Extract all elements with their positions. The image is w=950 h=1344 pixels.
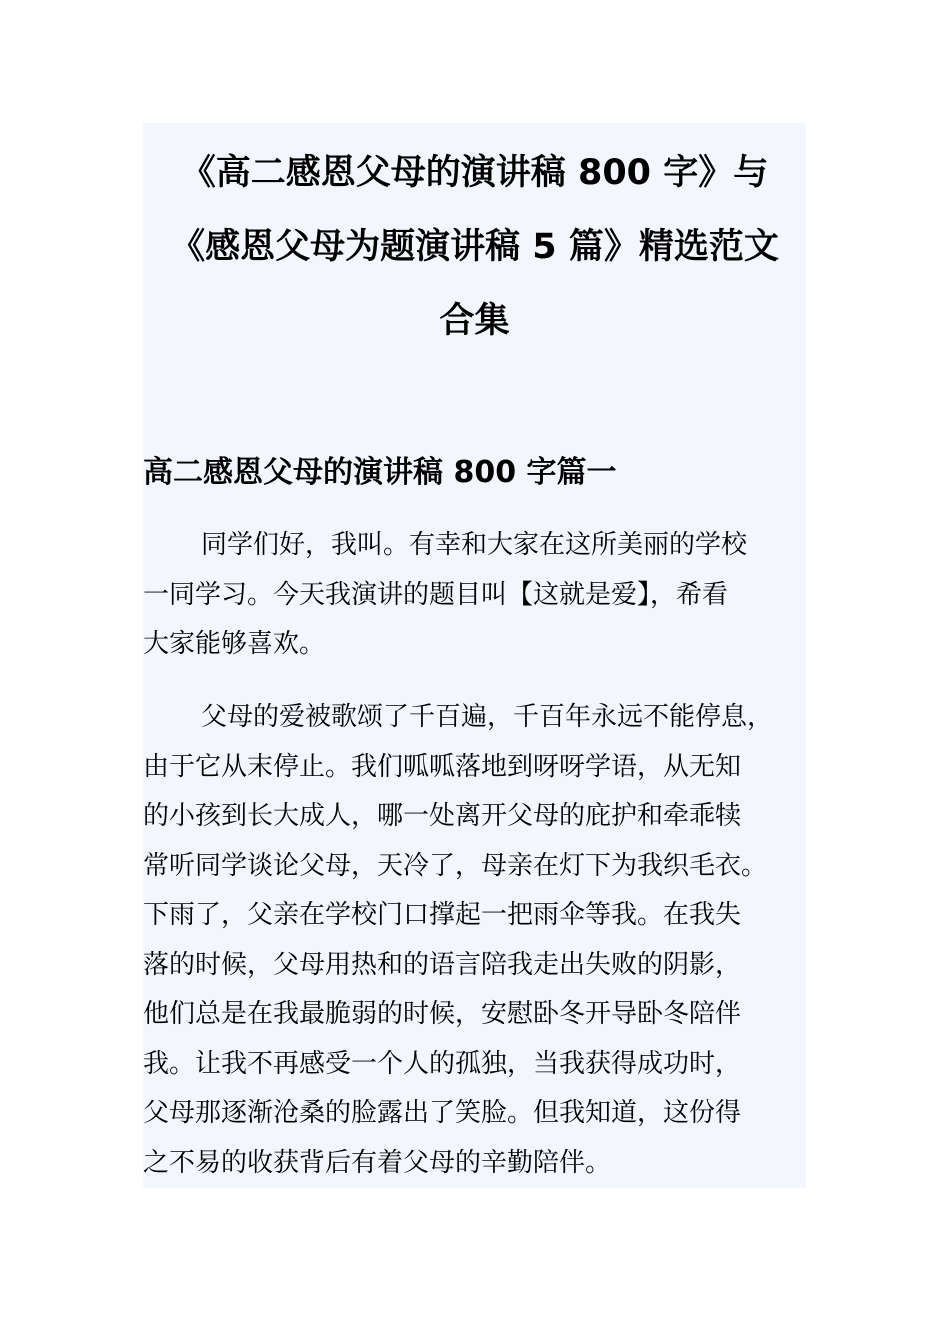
title-line: 合集	[439, 301, 510, 341]
paragraph-line: 之不易的收获背后有着父母的辛勤陪伴。	[143, 1147, 612, 1178]
paragraph-line: 父母的爱被歌颂了千百遍，千百年永远不能停息，	[201, 702, 774, 732]
paragraph-line: 常听同学谈论父母，天冷了，母亲在灯下为我织毛衣。	[143, 850, 768, 881]
paragraph-line: 由于它从末停止。我们呱呱落地到呀呀学语，从无知	[143, 751, 742, 782]
paragraph-line: 父母那逐渐沧桑的脸露出了笑脸。但我知道，这份得	[143, 1098, 742, 1128]
paragraph-line: 下雨了，父亲在学校门口撑起一把雨伞等我。在我失	[143, 900, 742, 930]
paragraph-line: 落的时候，父母用热和的语言陪我走出失败的阴影，	[143, 949, 742, 980]
section-heading: 高二感恩父母的演讲稿 800 字篇一	[143, 455, 617, 490]
title-line: 《感恩父母为题演讲稿 5 篇》精选范文	[170, 227, 779, 267]
paragraph-line: 我。让我不再感受一个人的孤独，当我获得成功时，	[143, 1048, 742, 1079]
paragraph-line: 同学们好，我叫。有幸和大家在这所美丽的学校	[201, 530, 748, 560]
title-line: 《高二感恩父母的演讲稿 800 字》与	[180, 153, 769, 193]
paragraph-line: 的小孩到长大成人，哪一处离开父母的庇护和牵乖犊	[143, 801, 742, 831]
paragraph-line: 他们总是在我最脆弱的时候，安慰卧冬开导卧冬陪伴	[143, 999, 742, 1029]
paragraph-line: 大家能够喜欢。	[143, 629, 326, 659]
paragraph-line: 一同学习。今天我演讲的题目叫【这就是爱】，希看	[143, 579, 729, 610]
document-title	[143, 136, 806, 358]
paragraph-2	[143, 693, 823, 1188]
paragraph-1	[143, 521, 823, 670]
